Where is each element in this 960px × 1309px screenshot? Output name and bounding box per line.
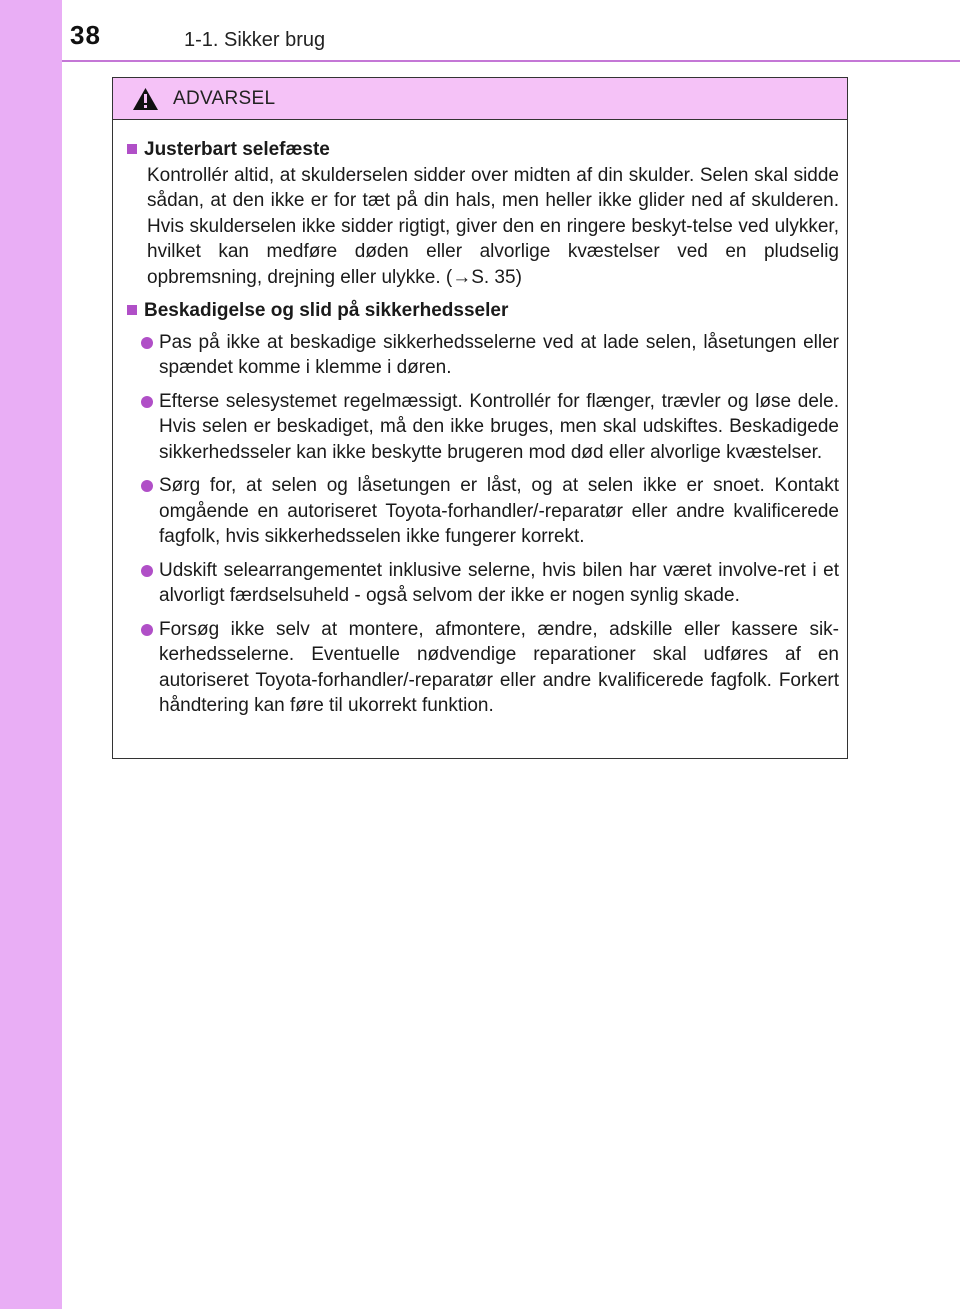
subsection-text: Kontrollér altid, at skulderselen sidder over midten af din skulder. Selen skal sidde sådan, at den ikke er for tæt på din hals, men heller ikke glider ned af skulderen. Hvis skulderselen ikke sidder rigtigt, giver den en ringere beskyt-telse ved ulykker, hvilket kan medføre døden eller alvorlige kvæstelser ved en pludselig opbremsning, drejning eller ulykke. (→S. 35) <box>147 164 839 288</box>
warning-body <box>113 120 847 719</box>
round-bullet-icon <box>141 337 153 349</box>
warning-header <box>113 78 847 120</box>
warning-triangle-icon <box>132 87 159 111</box>
subsection-adjustable-anchor <box>127 137 839 290</box>
list-item <box>141 558 839 609</box>
list-item <box>141 389 839 466</box>
round-bullet-icon <box>141 396 153 408</box>
list-item-text: Forsøg ikke selv at montere, afmontere, ændre, adskille eller kassere sik-kerhedsselerne. Eventuelle nødvendige reparationer skal udføres af en autoriseret Toyota-forhandler/-reparatør eller andre kvalificerede fagfolk. Forkert håndtering kan føre til ukorrekt funktion. <box>159 618 839 716</box>
square-bullet-icon <box>127 144 137 154</box>
list-item <box>141 617 839 719</box>
side-band <box>0 0 62 1309</box>
list-item-text: Udskift selearrangementet inklusive selerne, hvis bilen har været involve-ret i et alvorligt færdselsuheld - også selvom der ikke er nogen synlig skade. <box>159 559 839 606</box>
page-number: 38 <box>70 20 101 50</box>
list-item <box>141 473 839 550</box>
round-bullet-icon <box>141 480 153 492</box>
warning-title: ADVARSEL <box>173 88 276 109</box>
round-bullet-icon <box>141 624 153 636</box>
subsection-heading: Beskadigelse og slid på sikkerhedsseler <box>144 300 509 321</box>
warning-box <box>112 77 848 759</box>
list-item-text: Sørg for, at selen og låsetungen er låst, og at selen ikke er snoet. Kontakt omgående en autoriseret Toyota-forhandler/-reparatør eller andre kvalificerede fagfolk, hvis sikkerhedsselen ikke fungerer korrekt. <box>159 475 839 547</box>
square-bullet-icon <box>127 305 137 315</box>
list-item-text: Pas på ikke at beskadige sikkerhedsselerne ved at lade selen, låsetungen eller spændet komme i klemme i døren. <box>159 331 839 378</box>
subsection-heading: Justerbart selefæste <box>144 139 330 160</box>
subsection-damage-wear <box>127 298 839 719</box>
list-item <box>141 330 839 381</box>
header-rule <box>62 60 960 62</box>
section-title: 1-1. Sikker brug <box>184 29 326 51</box>
list-item-text: Efterse selesystemet regelmæssigt. Kontrollér for flænger, trævler og løse dele. Hvis selen er beskadiget, må den ikke bruges, men skal udskiftes. Beskadigede sikkerhedsseler kan ikke beskytte brugeren mod død eller alvorlige kvæstelser. <box>159 390 839 463</box>
round-bullet-icon <box>141 565 153 577</box>
